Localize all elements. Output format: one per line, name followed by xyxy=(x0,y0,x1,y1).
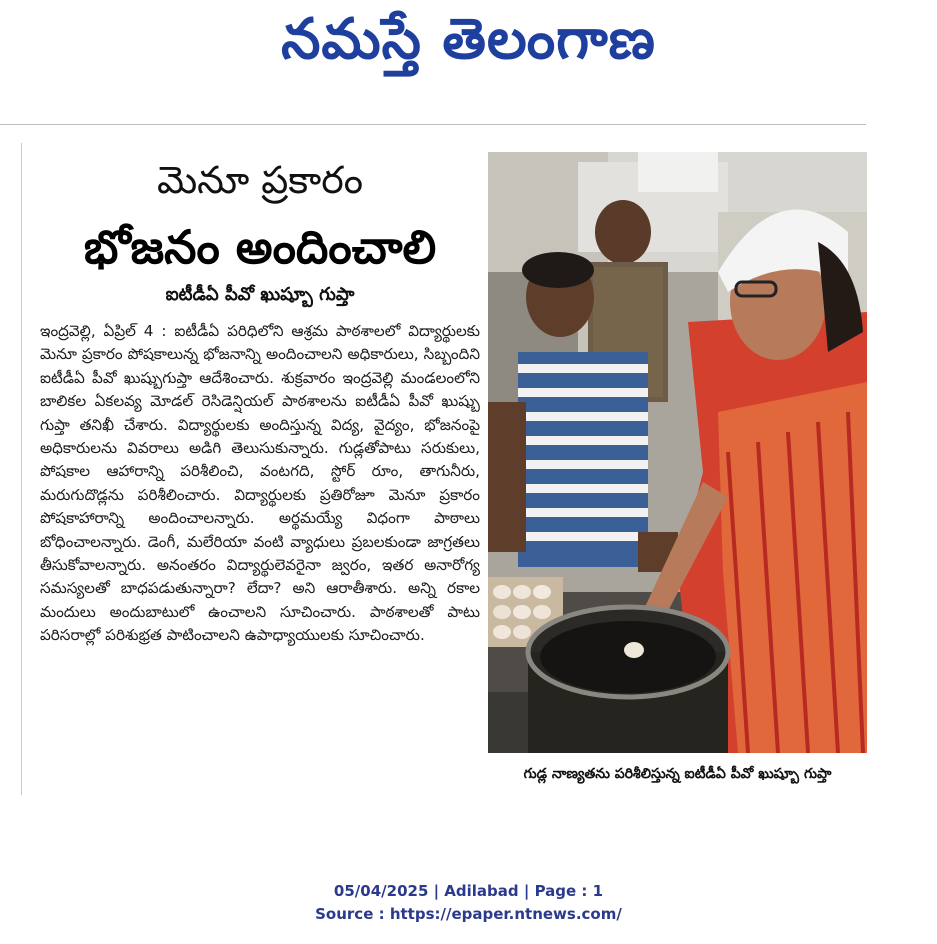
photo-caption: గుడ్ల నాణ్యతను పరిశీలిస్తున్న ఐటీడీఏ పీవో ఖుష్బూ గుప్తా xyxy=(523,766,832,782)
article-body: ఇంద్రవెల్లి, ఏప్రిల్ 4 : ఐటీడీఏ పరిధిలోని ఆశ్రమ పాఠశాలలో విద్యార్థులకు మెనూ ప్రకారం పోషకాలున్న భోజనాన్ని అందించాలని అధికారులు, సిబ్బందిని ఐటీడీఏ పీవో ఖుష్బుగుప్తా ఆదేశించారు. శుక్రవారం ఇంద్రవెల్లి మండలంలోని బాలికల ఏకలవ్య మోడల్ రెసిడెన్షియల్ పాఠశాలను ఐటీడీఏ పీవో ఖుష్బు గుప్తా తనిఖీ చేశారు. విద్యార్థులకు అందిస్తున్న విద్య, వైద్యం, భోజనంపై అధికారులను వివరాలు అడిగి తెలుసుకున్నారు. గుడ్లతోపాటు సరుకులు, పోషకాల ఆహారాన్ని పరిశీలించి, వంటగది, స్టోర్ రూం, తాగునీరు, మరుగుదొడ్లను పరిశీలించారు. విద్యార్థులకు ప్రతిరోజూ మెనూ ప్రకారం పోషకాహారాన్ని అందించాలన్నారు. అర్థమయ్యే విధంగా పాఠాలు బోధించాలన్నారు. డెంగీ, మలేరియా వంటి వ్యాధులు ప్రబలకుండా జాగ్రతలు తీసుకోవాలన్నారు. అనంతరం విద్యార్థులెవరైనా జ్వరం, ఇతర అనారోగ్య సమస్యలతో బాధపడుతున్నారా? లేదా? అని ఆరాతీశారు. అన్ని రకాల మందులు అందుబాటులో ఉంచాలని సూచించారు. పాఠశాలతో పాటు పరిసరాల్లో పరిశుభ్రత పాటించాలని ఉపాధ్యాయులకు సూచించారు. xyxy=(40,322,480,645)
column-rule xyxy=(21,143,22,795)
news-photo xyxy=(488,152,867,753)
edition-info: 05/04/2025 | Adilabad | Page : 1 xyxy=(333,882,604,900)
headline-byline: ఐటీడీఏ పీవో ఖుష్బూ గుప్తా xyxy=(165,284,355,305)
source-link[interactable]: Source : https://epaper.ntnews.com/ xyxy=(315,905,622,923)
newspaper-logo: నమస్తే తెలంగాణ xyxy=(281,7,656,72)
headline-kicker: మెనూ ప్రకారం xyxy=(156,158,364,202)
masthead xyxy=(0,0,937,80)
header-divider xyxy=(0,124,866,125)
headline-main: భోజనం అందించాలి xyxy=(83,220,437,274)
